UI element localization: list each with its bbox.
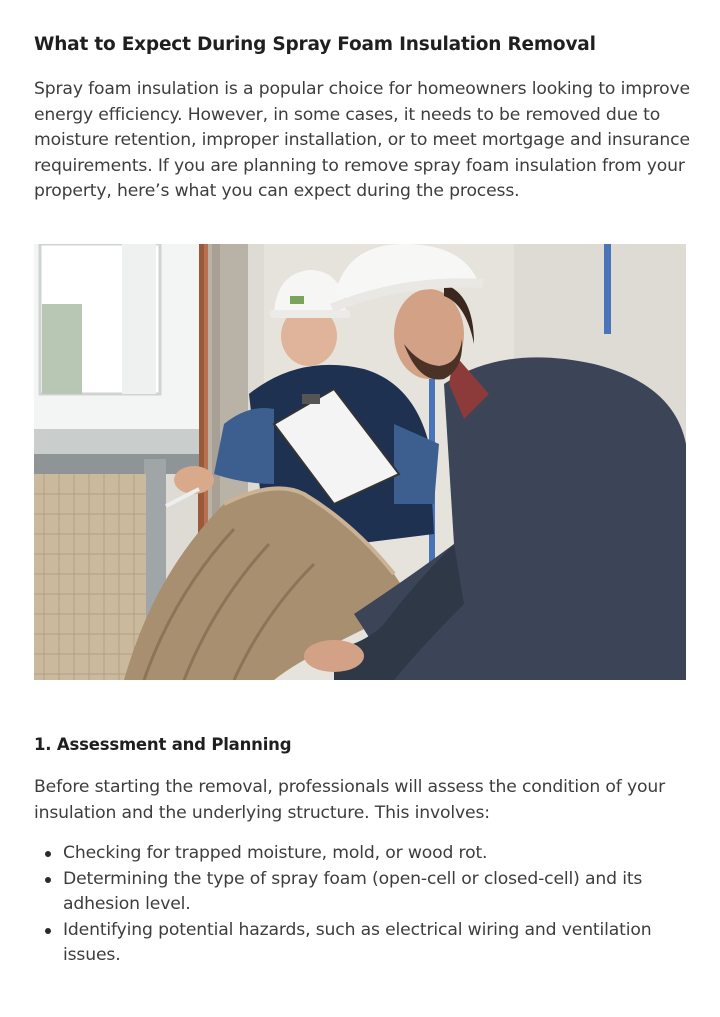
section-heading: 1. Assessment and Planning <box>34 735 292 754</box>
list-item <box>63 918 684 969</box>
bullet-dot-icon <box>45 851 51 857</box>
section-paragraph: Before starting the removal, professionals will assess the condition of your insulation and the underlying structure. This involves: <box>34 777 665 823</box>
intro-paragraph: Spray foam insulation is a popular choice for homeowners looking to improve energy efficiency. However, in some cases, it needs to be removed due to moisture retention, improper installation, or to meet mortgage and insurance requirements. If you are planning to remove spray foam insulation from your property, here’s what you can expect during the process. <box>34 79 690 201</box>
list-item <box>63 867 684 918</box>
bullet-list <box>34 841 684 969</box>
list-item <box>63 841 684 867</box>
list-item-text: Checking for trapped moisture, mold, or wood rot. <box>63 843 488 863</box>
article-photo <box>34 244 686 680</box>
article-title: What to Expect During Spray Foam Insulation Removal <box>34 34 596 55</box>
list-item-text: Identifying potential hazards, such as electrical wiring and ventilation issues. <box>63 919 652 965</box>
list-item-text: Determining the type of spray foam (open-cell or closed-cell) and its adhesion level. <box>63 868 643 914</box>
bullet-dot-icon <box>45 877 51 883</box>
bullet-dot-icon <box>45 928 51 934</box>
